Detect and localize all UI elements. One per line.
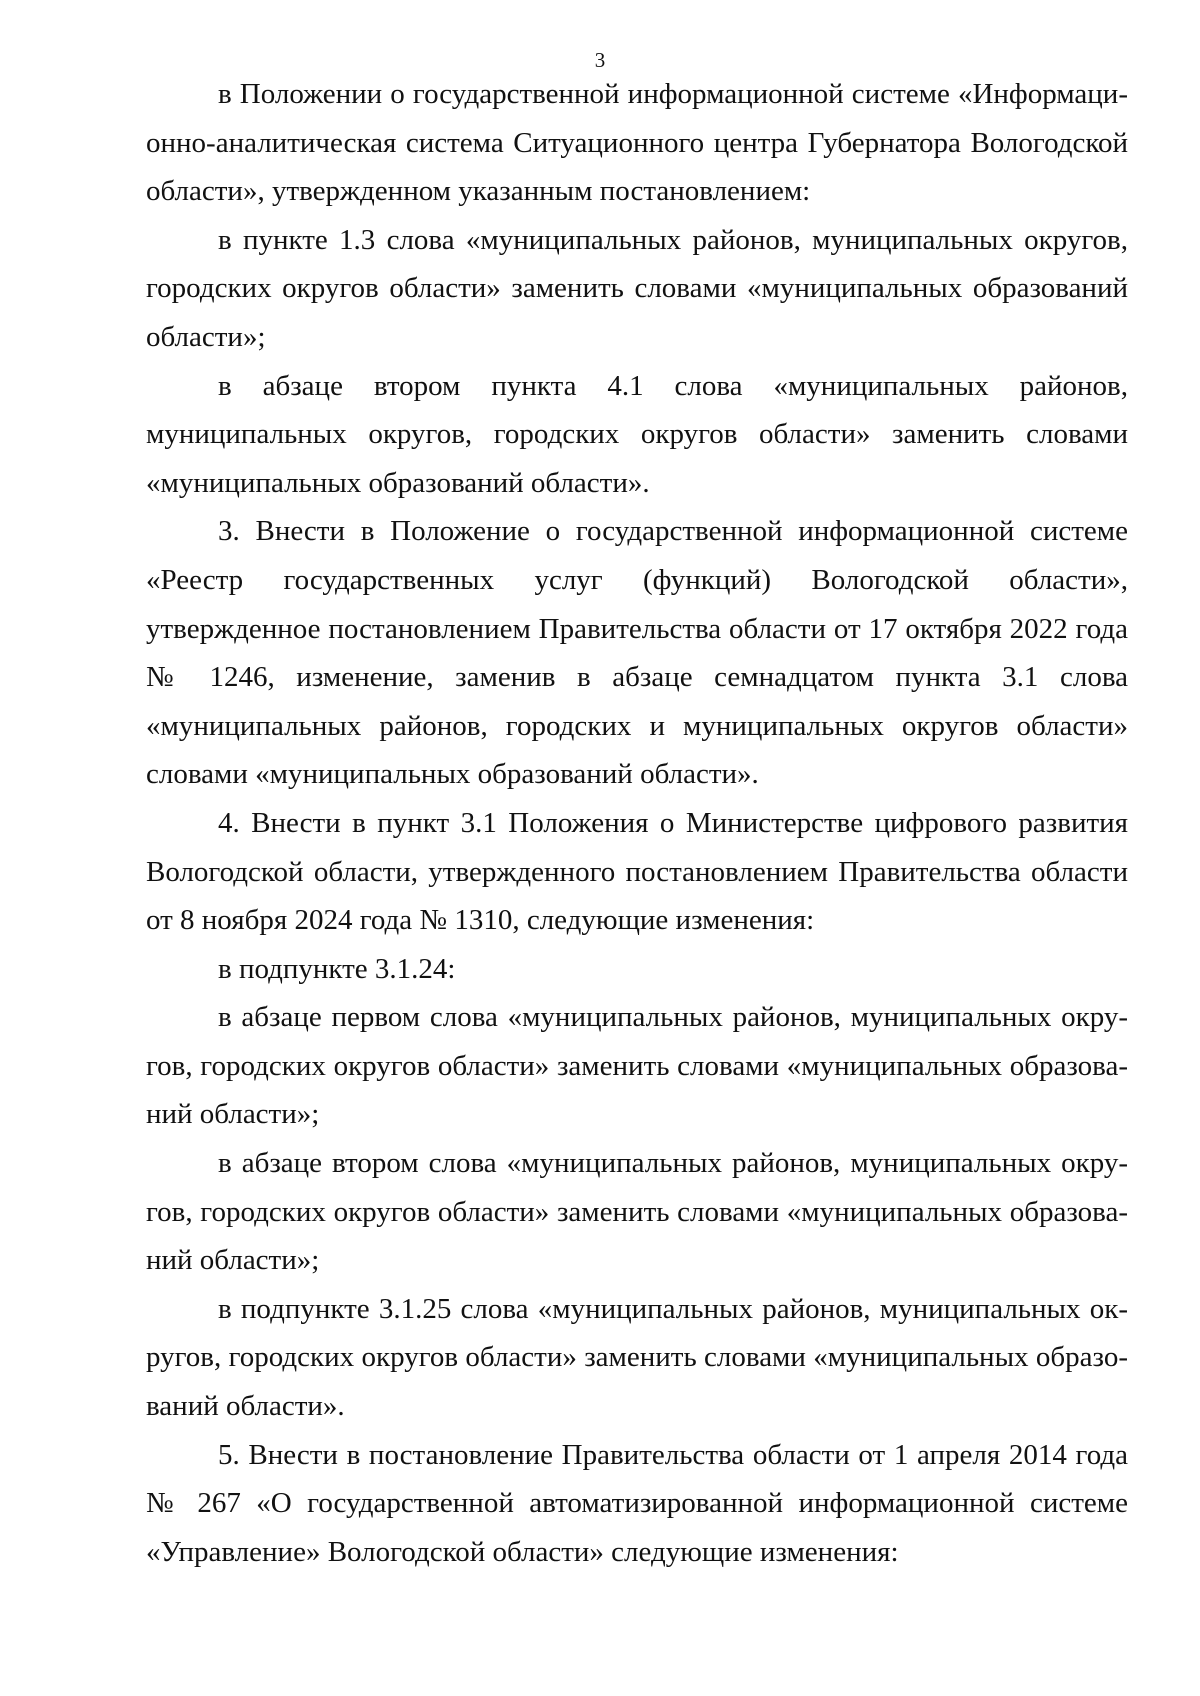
paragraph-point-1-3: в пункте 1.3 слова «муниципальных районов, муниципальных округов, городских округов области» заменить словами «муниципальных образований области»; xyxy=(146,223,1128,353)
paragraph-second-abzac: в абзаце втором слова «муниципальных районов, муниципальных округов, городских округов области» заменить словами «муниципальных образований области»; xyxy=(146,1147,1128,1277)
paragraph-point-4-1: в абзаце втором пункта 4.1 слова «муниципальных районов, муниципальных округов, городских округов области» заменить словами «муниципальных образований области». xyxy=(146,369,1128,499)
paragraph-first-abzac: в абзаце первом слова «муниципальных районов, муниципальных округов, городских округов области» заменить словами «муниципальных образований области»; xyxy=(146,1001,1128,1131)
paragraph-ias-situational-center: в Положении о государственной информационной системе «Информационно-аналитическая система Ситуационного центра Губернатора Вологодской области», утвержденном указанным постановлением: xyxy=(146,78,1128,208)
document-body xyxy=(146,70,1128,1576)
paragraph-item-3: 3. Внести в Положение о государственной информационной системе «Реестр государственных услуг (функций) Вологодской области», утвержденное постановлением Правительства области от 17 октября 2022 года № 1246, изменение, заменив в абзаце семнадцатом пункта 3.1 слова «муниципальных районов, городских и муниципальных округов области» словами «муниципальных образований области». xyxy=(146,515,1128,791)
paragraph-subpoint-3-1-25: в подпункте 3.1.25 слова «муниципальных районов, муниципальных округов, городских округов области» заменить словами «муниципальных образований области». xyxy=(146,1292,1128,1423)
paragraph-item-5: 5. Внести в постановление Правительства области от 1 апреля 2014 года № 267 «О государственной автоматизированной информационной системе «Управление» Вологодской области» следующие изменения: xyxy=(146,1438,1128,1568)
paragraph-item-4: 4. Внести в пункт 3.1 Положения о Министерстве цифрового развития Вологодской области, утвержденного постановлением Правительства области от 8 ноября 2024 года № 1310, следующие изменения: xyxy=(146,806,1128,937)
paragraph-subpoint-3-1-24: в подпункте 3.1.24: xyxy=(218,952,456,985)
page-number: 3 xyxy=(594,48,606,72)
